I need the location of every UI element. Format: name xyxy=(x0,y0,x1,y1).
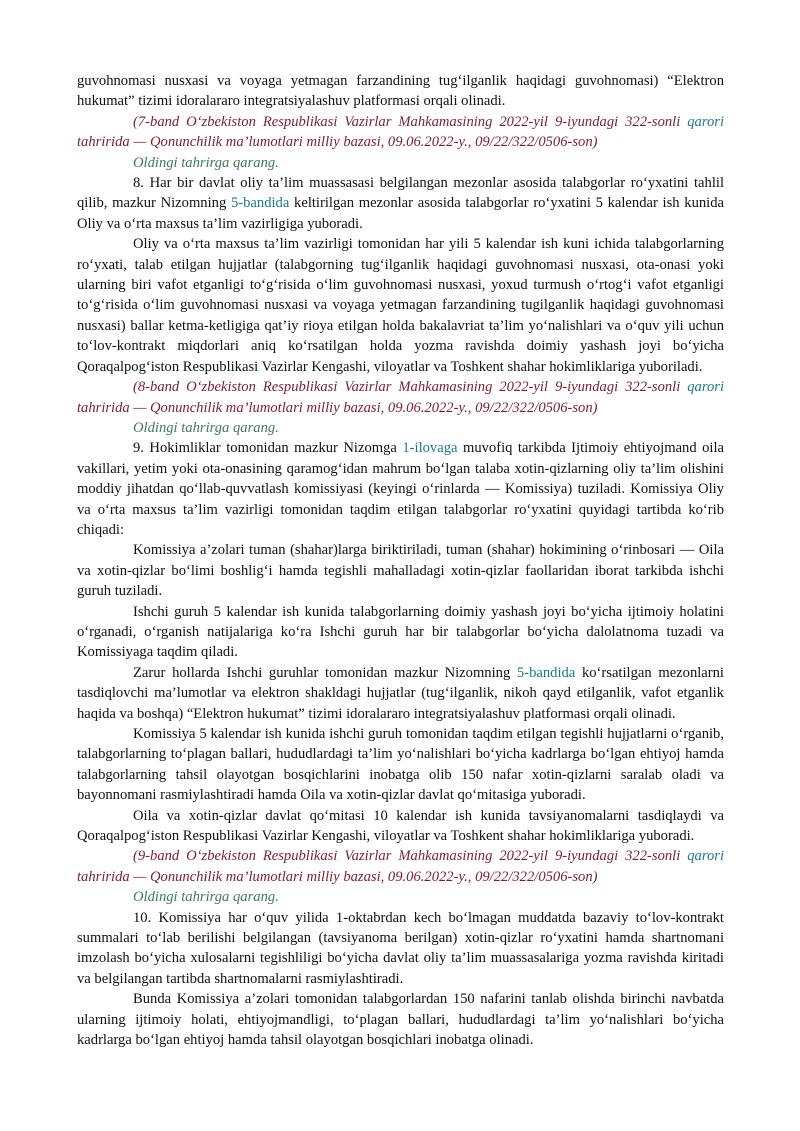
paragraph xyxy=(77,663,724,724)
resolution-link[interactable]: qarori xyxy=(687,113,724,130)
previous-edition-link[interactable]: Oldingi tahrirga qarang. xyxy=(133,419,279,436)
document-page xyxy=(77,71,724,1051)
amendment-note-text: (9-band O‘zbekiston Respublikasi Vazirlar Mahkamasining 2022-yil 9-iyundagi 322-sonli xyxy=(133,848,688,865)
paragraph xyxy=(77,173,724,234)
paragraph-text: keltirilgan mezonlar asosida talabgorlar ro‘yxatini 5 kalendar ish kunida Oliy va o‘rta maxsus ta’lim vazirligiga yuboradi. xyxy=(77,195,724,232)
paragraph xyxy=(77,724,724,806)
paragraph-text: Zarur hollarda Ishchi guruhlar tomonidan mazkur Nizomning xyxy=(133,664,517,681)
paragraph xyxy=(77,602,724,663)
amendment-note-text: (7-band O‘zbekiston Respublikasi Vazirlar Mahkamasining 2022-yil 9-iyundagi 322-sonli xyxy=(133,113,688,130)
resolution-link[interactable]: qarori xyxy=(687,848,724,865)
paragraph-text: ko‘rsatilgan mezonlarni tasdiqlovchi ma’lumotlar va elektron shakldagi hujjatlar (tug‘ilganlik, nikoh qayd etilganlik, vafot etganlik haqida va boshqa) “Elektron hukumat” tizimi idoralararo integratsiyalashuv platformasi orqali olinadi. xyxy=(77,664,724,722)
paragraph-text: Komissiya 5 kalendar ish kunida ishchi guruh tomonidan taqdim etilgan tegishli hujjatlarni o‘rganib, talabgorlarning to‘plagan ballari, hududlardagi ta’lim yo‘nalishlari bo‘yicha kadrlarga bo‘lgan ehtiyoj hamda talabgorlarning tahsil olayotgan bosqichlarini inobatga olib 150 nafar xotin-qizlarni saralab oladi va bayonnomani rasmiylashtiradi hamda Oila va xotin-qizlar davlat qo‘mitasiga yuboradi. xyxy=(77,726,724,804)
paragraph xyxy=(77,71,724,112)
paragraph-text: guvohnomasi nusxasi va voyaga yetmagan farzandining tug‘ilganlik haqidagi guvohnomasi) “Elektron hukumat” tizimi idoralararo integratsiyalashuv platformasi orqali olinadi. xyxy=(77,73,724,110)
paragraph-text: Komissiya a’zolari tuman (shahar)larga biriktiriladi, tuman (shahar) hokimining o‘rinbosari — Oila va xotin-qizlar bo‘limi boshlig‘i hamda tegishli mahalladagi xotin-qizlar faollaridan iborat tarkibda ishchi guruh tuziladi. xyxy=(77,542,724,600)
paragraph-text: 8. Har bir davlat oliy ta’lim muassasasi belgilangan mezonlar asosida talabgorlar ro‘yxatini tahlil qilib, mazkur Nizomning xyxy=(77,175,724,212)
paragraph xyxy=(77,989,724,1050)
paragraph-text: muvofiq tarkibda Ijtimoiy ehtiyojmand oila vakillari, yetim yoki ota-onasining qaramog‘idan mahrum bo‘lgan talaba xotin-qizlarning oliy ta’lim olishini moddiy jihatdan qo‘llab-quvvatlash komissiyasi (keyingi o‘rinlarda — Komissiya) tuziladi. Komissiya Oliy va o‘rta maxsus ta’lim vazirligi tomonidan taqdim etilgan talabgorlar ro‘yxatini quyidagi tartibda ko‘rib chiqadi: xyxy=(77,440,725,538)
previous-edition-line xyxy=(133,418,724,438)
paragraph xyxy=(77,908,724,990)
reference-link[interactable]: 1-ilovaga xyxy=(402,440,458,457)
paragraph-text: Ishchi guruh 5 kalendar ish kunida talabgorlarning doimiy yashash joyi bo‘yicha ijtimoiy holatini o‘rganadi, o‘rganish natijalariga ko‘ra Ishchi guruh har bir talabgorlar bo‘yicha dalolatnoma tuzadi va Komissiyaga taqdim qiladi. xyxy=(77,603,724,661)
amendment-note xyxy=(77,112,724,153)
amendment-note-text: tahririda — Qonunchilik ma’lumotlari milliy bazasi, 09.06.2022-y., 09/22/322/0506-son) xyxy=(77,868,598,885)
paragraph-text: 10. Komissiya har o‘quv yilida 1-oktabrdan kech bo‘lmagan muddatda bazaviy to‘lov-kontrakt summalari to‘lab berilishi belgilangan (tavsiyanoma berilgan) xotin-qizlar ro‘yxatini hamda shartnomani imzolash bo‘yicha xulosalarni tegishliligi bo‘yicha davlat oliy ta’lim muassasalariga yozma ravishda kiritadi va belgilangan tartibda shartnomalarni rasmiylashtiradi. xyxy=(77,909,724,987)
previous-edition-line xyxy=(133,153,724,173)
paragraph xyxy=(77,234,724,377)
previous-edition-link[interactable]: Oldingi tahrirga qarang. xyxy=(133,889,279,906)
amendment-note-text: tahririda — Qonunchilik ma’lumotlari milliy bazasi, 09.06.2022-y., 09/22/322/0506-son) xyxy=(77,399,598,416)
paragraph-text: 9. Hokimliklar tomonidan mazkur Nizomga xyxy=(133,440,403,457)
amendment-note-text: (8-band O‘zbekiston Respublikasi Vazirlar Mahkamasining 2022-yil 9-iyundagi 322-sonli xyxy=(133,379,688,396)
amendment-note xyxy=(77,377,724,418)
previous-edition-line xyxy=(133,887,724,907)
paragraph xyxy=(77,438,724,540)
amendment-note-text: tahririda — Qonunchilik ma’lumotlari milliy bazasi, 09.06.2022-y., 09/22/322/0506-son) xyxy=(77,134,598,151)
reference-link[interactable]: 5-bandida xyxy=(230,195,290,212)
paragraph-text: Oila va xotin-qizlar davlat qo‘mitasi 10 kalendar ish kunida tavsiyanomalarni tasdiqlaydi va Qoraqalpog‘iston Respublikasi Vazirlar Kengashi, viloyatlar va Toshkent shahar hokimliklariga yuboradi. xyxy=(77,807,724,845)
paragraph-text: Bunda Komissiya a’zolari tomonidan talabgorlardan 150 nafarini tanlab olishda birinchi navbatda ularning ijtimoiy holati, ehtiyojmandligi, to‘plagan ballari, hududlardagi ta’lim yo‘nalishlari bo‘yicha kadrlarga bo‘lgan ehtiyoj hamda tahsil olayotgan bosqichlari inobatga olinadi. xyxy=(77,991,724,1049)
paragraph xyxy=(77,540,724,601)
amendment-note xyxy=(77,846,724,887)
paragraph xyxy=(77,806,724,847)
paragraph-text: Oliy va o‘rta maxsus ta’lim vazirligi tomonidan har yili 5 kalendar ish kuni ichida talabgorlarning ro‘yxati, talab etilgan hujjatlar (talabgorning tug‘ilganlik haqidagi guvohnomasi nusxasi, ota-onasi yoki ularning biri vafot etganligi to‘g‘risida o‘lim guvohnomasi nusxasi, yoxud turmush o‘rtog‘i vafot etganligi to‘g‘risida o‘lim guvohnomasi nusxasi va voyaga yetmagan farzandining tugilganlik haqidagi guvohnomasi nusxasi) ballar ketma-ketligiga qat’iy rioya etilgan holda bakalavriat ta’lim yo‘nalishlari va o‘quv yili uchun to‘lov-kontrakt miqdorlari aniq ko‘rsatilgan holda yozma ravishda doimiy yashash joyi bo‘yicha Qoraqalpog‘iston Respublikasi Vazirlar Kengashi, viloyatlar va Toshkent shahar hokimliklariga yuboriladi. xyxy=(77,236,724,375)
resolution-link[interactable]: qarori xyxy=(687,379,724,396)
reference-link[interactable]: 5-bandida xyxy=(516,664,576,681)
previous-edition-link[interactable]: Oldingi tahrirga qarang. xyxy=(133,154,279,171)
